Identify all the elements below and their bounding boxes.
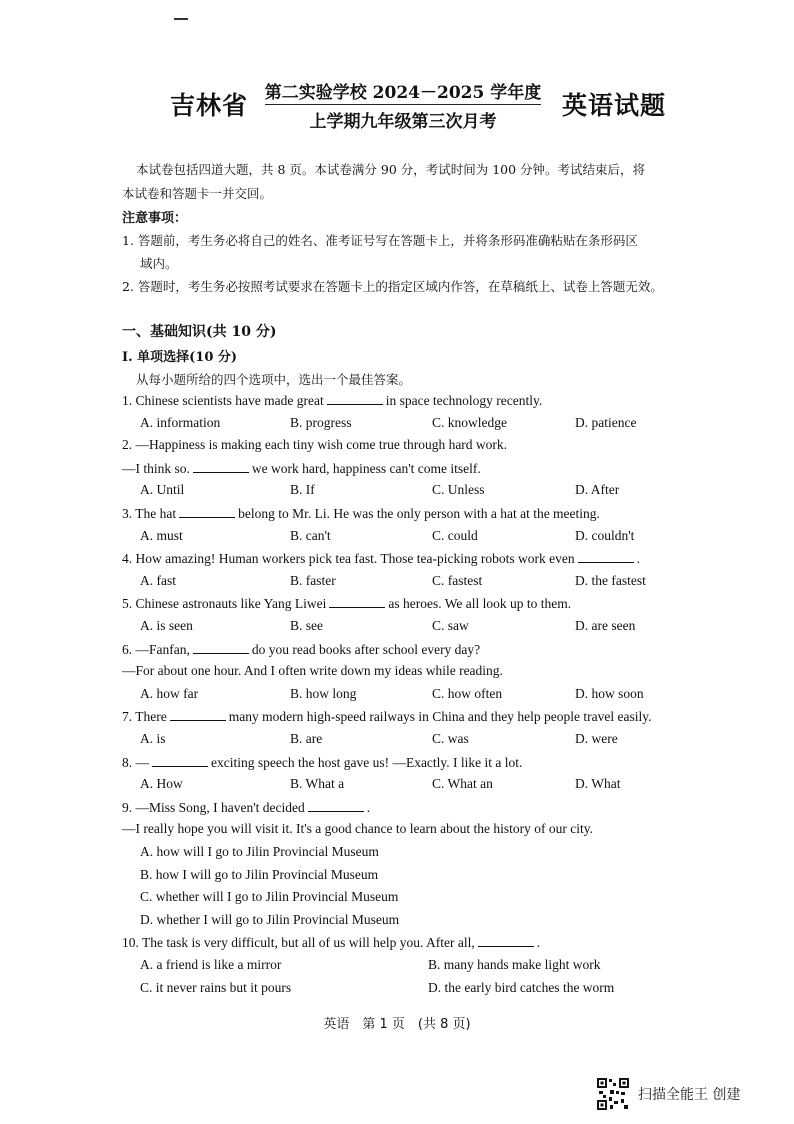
option-6-B: B. how long — [290, 685, 357, 701]
question-text: in space technology recently. — [385, 393, 543, 408]
intro-line-1: 本试卷包括四道大题，共 8 页。本试卷满分 90 分，考试时间为 100 分钟。考试结束后，将 — [136, 162, 646, 177]
option-6-D: D. how soon — [575, 685, 644, 701]
option-8-D: D. What — [575, 776, 621, 792]
question-text: —I really hope you will visit it. It's a good chance to learn about the history of our city. — [122, 821, 593, 837]
question-1-line-1 — [122, 392, 542, 409]
question-text: belong to Mr. Li. He was the only person with a hat at the meeting. — [238, 506, 600, 521]
option-2-C: C. Unless — [432, 482, 485, 498]
option-7-C: C. was — [432, 731, 469, 746]
question-text: —For about one hour. And I often write down my ideas while reading. — [122, 663, 503, 679]
header-province: 吉林省 — [170, 91, 249, 120]
option-7-D: D. were — [575, 731, 618, 746]
question-text: 3. The hat — [122, 506, 177, 521]
option-3-A: A. must — [140, 527, 183, 543]
option-5-C: C. saw — [432, 618, 469, 633]
notice-item-2: 2. 答题时，考生务必按照考试要求在答题卡上的指定区域内作答，在草稿纸上、试卷上答题无效。 — [122, 279, 663, 294]
header-school-block — [248, 78, 558, 132]
option-1-C: C. knowledge — [432, 414, 507, 430]
answer-blank — [193, 460, 249, 473]
answer-blank — [308, 799, 364, 812]
intro-line-2: 本试卷和答题卡一并交回。 — [122, 186, 273, 201]
option-10-A: A. a friend is like a mirror — [140, 957, 282, 972]
subsection-title: Ⅰ. 单项选择(10 分) — [122, 350, 238, 365]
question-8-line-1 — [122, 754, 522, 771]
option-6-A: A. how far — [140, 685, 199, 701]
question-4-line-1 — [122, 550, 640, 567]
answer-blank — [327, 392, 383, 405]
option-9-C: C. whether will I go to Jilin Provincial Museum — [140, 889, 399, 905]
question-text: exciting speech the host gave us! —Exactly. I like it a lot. — [211, 754, 523, 770]
option-2-D: D. After — [575, 482, 620, 498]
answer-blank — [578, 550, 634, 563]
notice-item-1: 1. 答题前，考生务必将自己的姓名、准考证号写在答题卡上，并将条形码准确粘贴在条形码区 — [122, 233, 638, 248]
option-2-A: A. Until — [140, 482, 185, 498]
question-text: many modern high-speed railways in China and they help people travel easily. — [228, 709, 652, 725]
question-text: . — [536, 935, 541, 951]
option-1-A: A. information — [140, 414, 221, 430]
option-10-C: C. it never rains but it pours — [140, 979, 292, 995]
option-9-B: B. how I will go to Jilin Provincial Museum — [140, 866, 379, 882]
option-7-B: B. are — [290, 731, 323, 746]
question-text: . — [366, 799, 371, 815]
option-2-B: B. If — [290, 482, 315, 498]
question-text: 7. There — [122, 709, 167, 725]
page-corner-mark — [174, 18, 188, 20]
option-8-A: A. How — [140, 776, 183, 792]
question-text: 4. How amazing! Human workers pick tea fast. Those tea-picking robots work even — [122, 551, 575, 567]
question-2-line-2 — [122, 460, 481, 477]
option-4-C: C. fastest — [432, 572, 483, 588]
header-school-line: 第二实验学校 2024－2025 学年度 — [265, 78, 541, 105]
qr-code-icon — [596, 1077, 630, 1111]
question-5-line-1 — [122, 595, 571, 612]
option-1-B: B. progress — [290, 414, 352, 430]
answer-blank — [179, 505, 235, 518]
question-2-line-1 — [122, 437, 507, 453]
section-title: 一、基础知识(共 10 分) — [122, 324, 277, 340]
option-9-A: A. how will I go to Jilin Provincial Museum — [140, 844, 379, 859]
notice-list — [122, 229, 732, 298]
option-8-B: B. What a — [290, 776, 345, 792]
question-text: we work hard, happiness can't come itself. — [251, 460, 481, 476]
scanner-watermark: 扫描全能王 创建 — [638, 1087, 741, 1103]
option-4-A: A. fast — [140, 572, 176, 588]
answer-blank — [170, 708, 226, 721]
question-10-line-1 — [122, 934, 540, 951]
question-text: 2. —Happiness is making each tiny wish come true through hard work. — [122, 437, 508, 453]
option-8-C: C. What an — [432, 776, 493, 792]
question-text: 9. —Miss Song, I haven't decided — [122, 799, 305, 815]
option-5-B: B. see — [290, 618, 323, 633]
question-9-line-1 — [122, 799, 370, 816]
option-7-A: A. is — [140, 731, 166, 746]
answer-blank — [152, 754, 208, 767]
option-5-D: D. are seen — [575, 618, 636, 633]
question-text: . — [636, 551, 640, 567]
question-text: 5. Chinese astronauts like Yang Liwei — [122, 596, 327, 612]
notice-item-1-cont: 域内。 — [140, 256, 178, 271]
option-10-D: D. the early bird catches the worm — [428, 979, 615, 995]
question-text: as heroes. We all look up to them. — [388, 596, 572, 612]
option-5-A: A. is seen — [140, 618, 193, 633]
option-4-B: B. faster — [290, 572, 336, 588]
question-text: —I think so. — [122, 460, 190, 476]
section-instruction: 从每小题所给的四个选项中，选出一个最佳答案。 — [136, 372, 412, 387]
option-3-C: C. could — [432, 527, 478, 543]
question-6-line-1 — [122, 641, 480, 658]
option-3-D: D. couldn't — [575, 527, 635, 543]
header-subject: 英语试题 — [562, 91, 667, 120]
question-text: 6. —Fanfan, — [122, 641, 190, 657]
option-9-D: D. whether I will go to Jilin Provincial Museum — [140, 911, 400, 927]
question-3-line-1 — [122, 505, 600, 522]
page-footer: 英语 第 1 页 (共 8 页) — [323, 1017, 471, 1032]
exam-intro — [122, 158, 732, 206]
question-9-line-2 — [122, 821, 593, 837]
option-10-B: B. many hands make light work — [428, 957, 601, 972]
answer-blank — [478, 934, 534, 947]
question-text: do you read books after school every day? — [251, 641, 481, 657]
notice-title: 注意事项： — [122, 211, 188, 226]
answer-blank — [329, 595, 385, 608]
exam-header — [170, 78, 690, 134]
header-term-line: 上学期九年级第三次月考 — [309, 112, 497, 132]
question-text: 1. Chinese scientists have made great — [122, 393, 324, 408]
answer-blank — [193, 641, 249, 654]
option-6-C: C. how often — [432, 685, 503, 701]
question-7-line-1 — [122, 708, 652, 725]
question-6-line-2 — [122, 663, 503, 679]
option-3-B: B. can't — [290, 527, 331, 543]
option-1-D: D. patience — [575, 414, 637, 430]
question-text: 10. The task is very difficult, but all of us will help you. After all, — [122, 935, 475, 951]
question-text: 8. — — [122, 754, 149, 770]
option-4-D: D. the fastest — [575, 572, 646, 588]
